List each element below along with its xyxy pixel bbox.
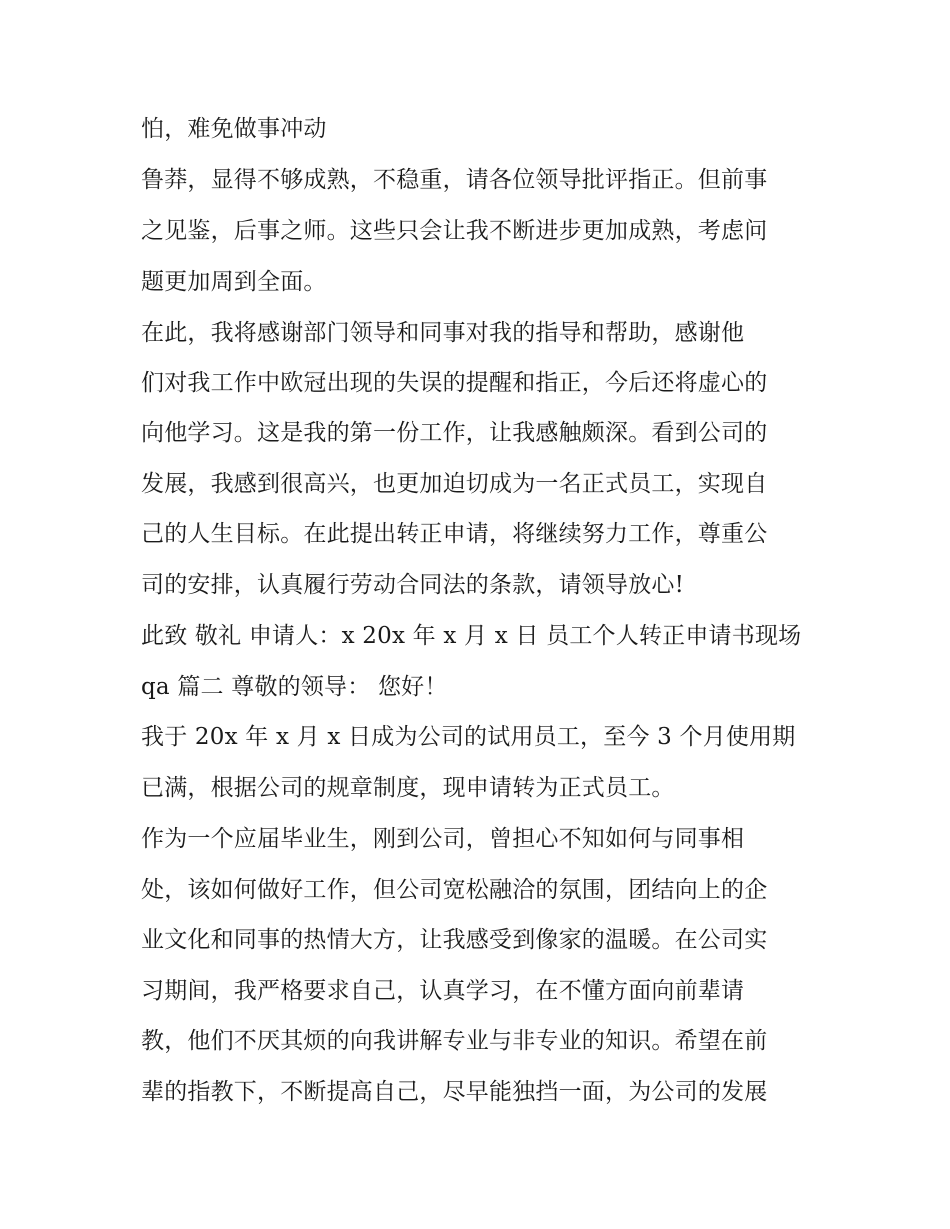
text-line: 发展，我感到很高兴，也更加迫切成为一名正式员工，实现自: [141, 471, 768, 497]
text-line: 辈的指教下，不断提高自己，尽早能独挡一面，为公司的发展: [141, 1079, 768, 1105]
text-line: 已满，根据公司的规章制度，现申请转为正式员工。: [141, 775, 675, 801]
text-line: 怕，难免做事冲动: [141, 116, 327, 142]
text-line: 在此，我将感谢部门领导和同事对我的指导和帮助，感谢他: [141, 320, 745, 346]
text-line: 作为一个应届毕业生，刚到公司，曾担心不知如何与同事相: [141, 826, 745, 852]
text-line: 己的人生目标。在此提出转正申请，将继续努力工作，尊重公: [141, 521, 768, 547]
text-line: 题更加周到全面。: [141, 269, 327, 295]
text-line: 习期间，我严格要求自己，认真学习，在不懂方面向前辈请: [141, 978, 745, 1004]
text-line: 之见鉴，后事之师。这些只会让我不断进步更加成熟，考虑问: [141, 218, 768, 244]
text-line: 处，该如何做好工作，但公司宽松融洽的氛围，团结向上的企: [141, 877, 768, 903]
text-line: 业文化和同事的热情大方，让我感受到像家的温暖。在公司实: [141, 927, 768, 953]
text-line: 们对我工作中欧冠出现的失误的提醒和指正，今后还将虚心的: [141, 370, 768, 396]
text-line: 我于 20x 年 x 月 x 日成为公司的试用员工，至今 3 个月使用期: [141, 724, 796, 750]
text-line: 向他学习。这是我的第一份工作，让我感触颇深。看到公司的: [141, 420, 768, 446]
text-line: 教，他们不厌其烦的向我讲解专业与非专业的知识。希望在前: [141, 1028, 768, 1054]
text-line: 此致 敬礼 申请人：x 20x 年 x 月 x 日 员工个人转正申请书现场: [141, 623, 802, 649]
text-line: qa 篇二 尊敬的领导： 您好！: [141, 674, 448, 700]
text-line: 鲁莽，显得不够成熟，不稳重，请各位领导批评指正。但前事: [141, 167, 768, 193]
text-line: 司的安排，认真履行劳动合同法的条款，请领导放心!: [141, 572, 685, 598]
